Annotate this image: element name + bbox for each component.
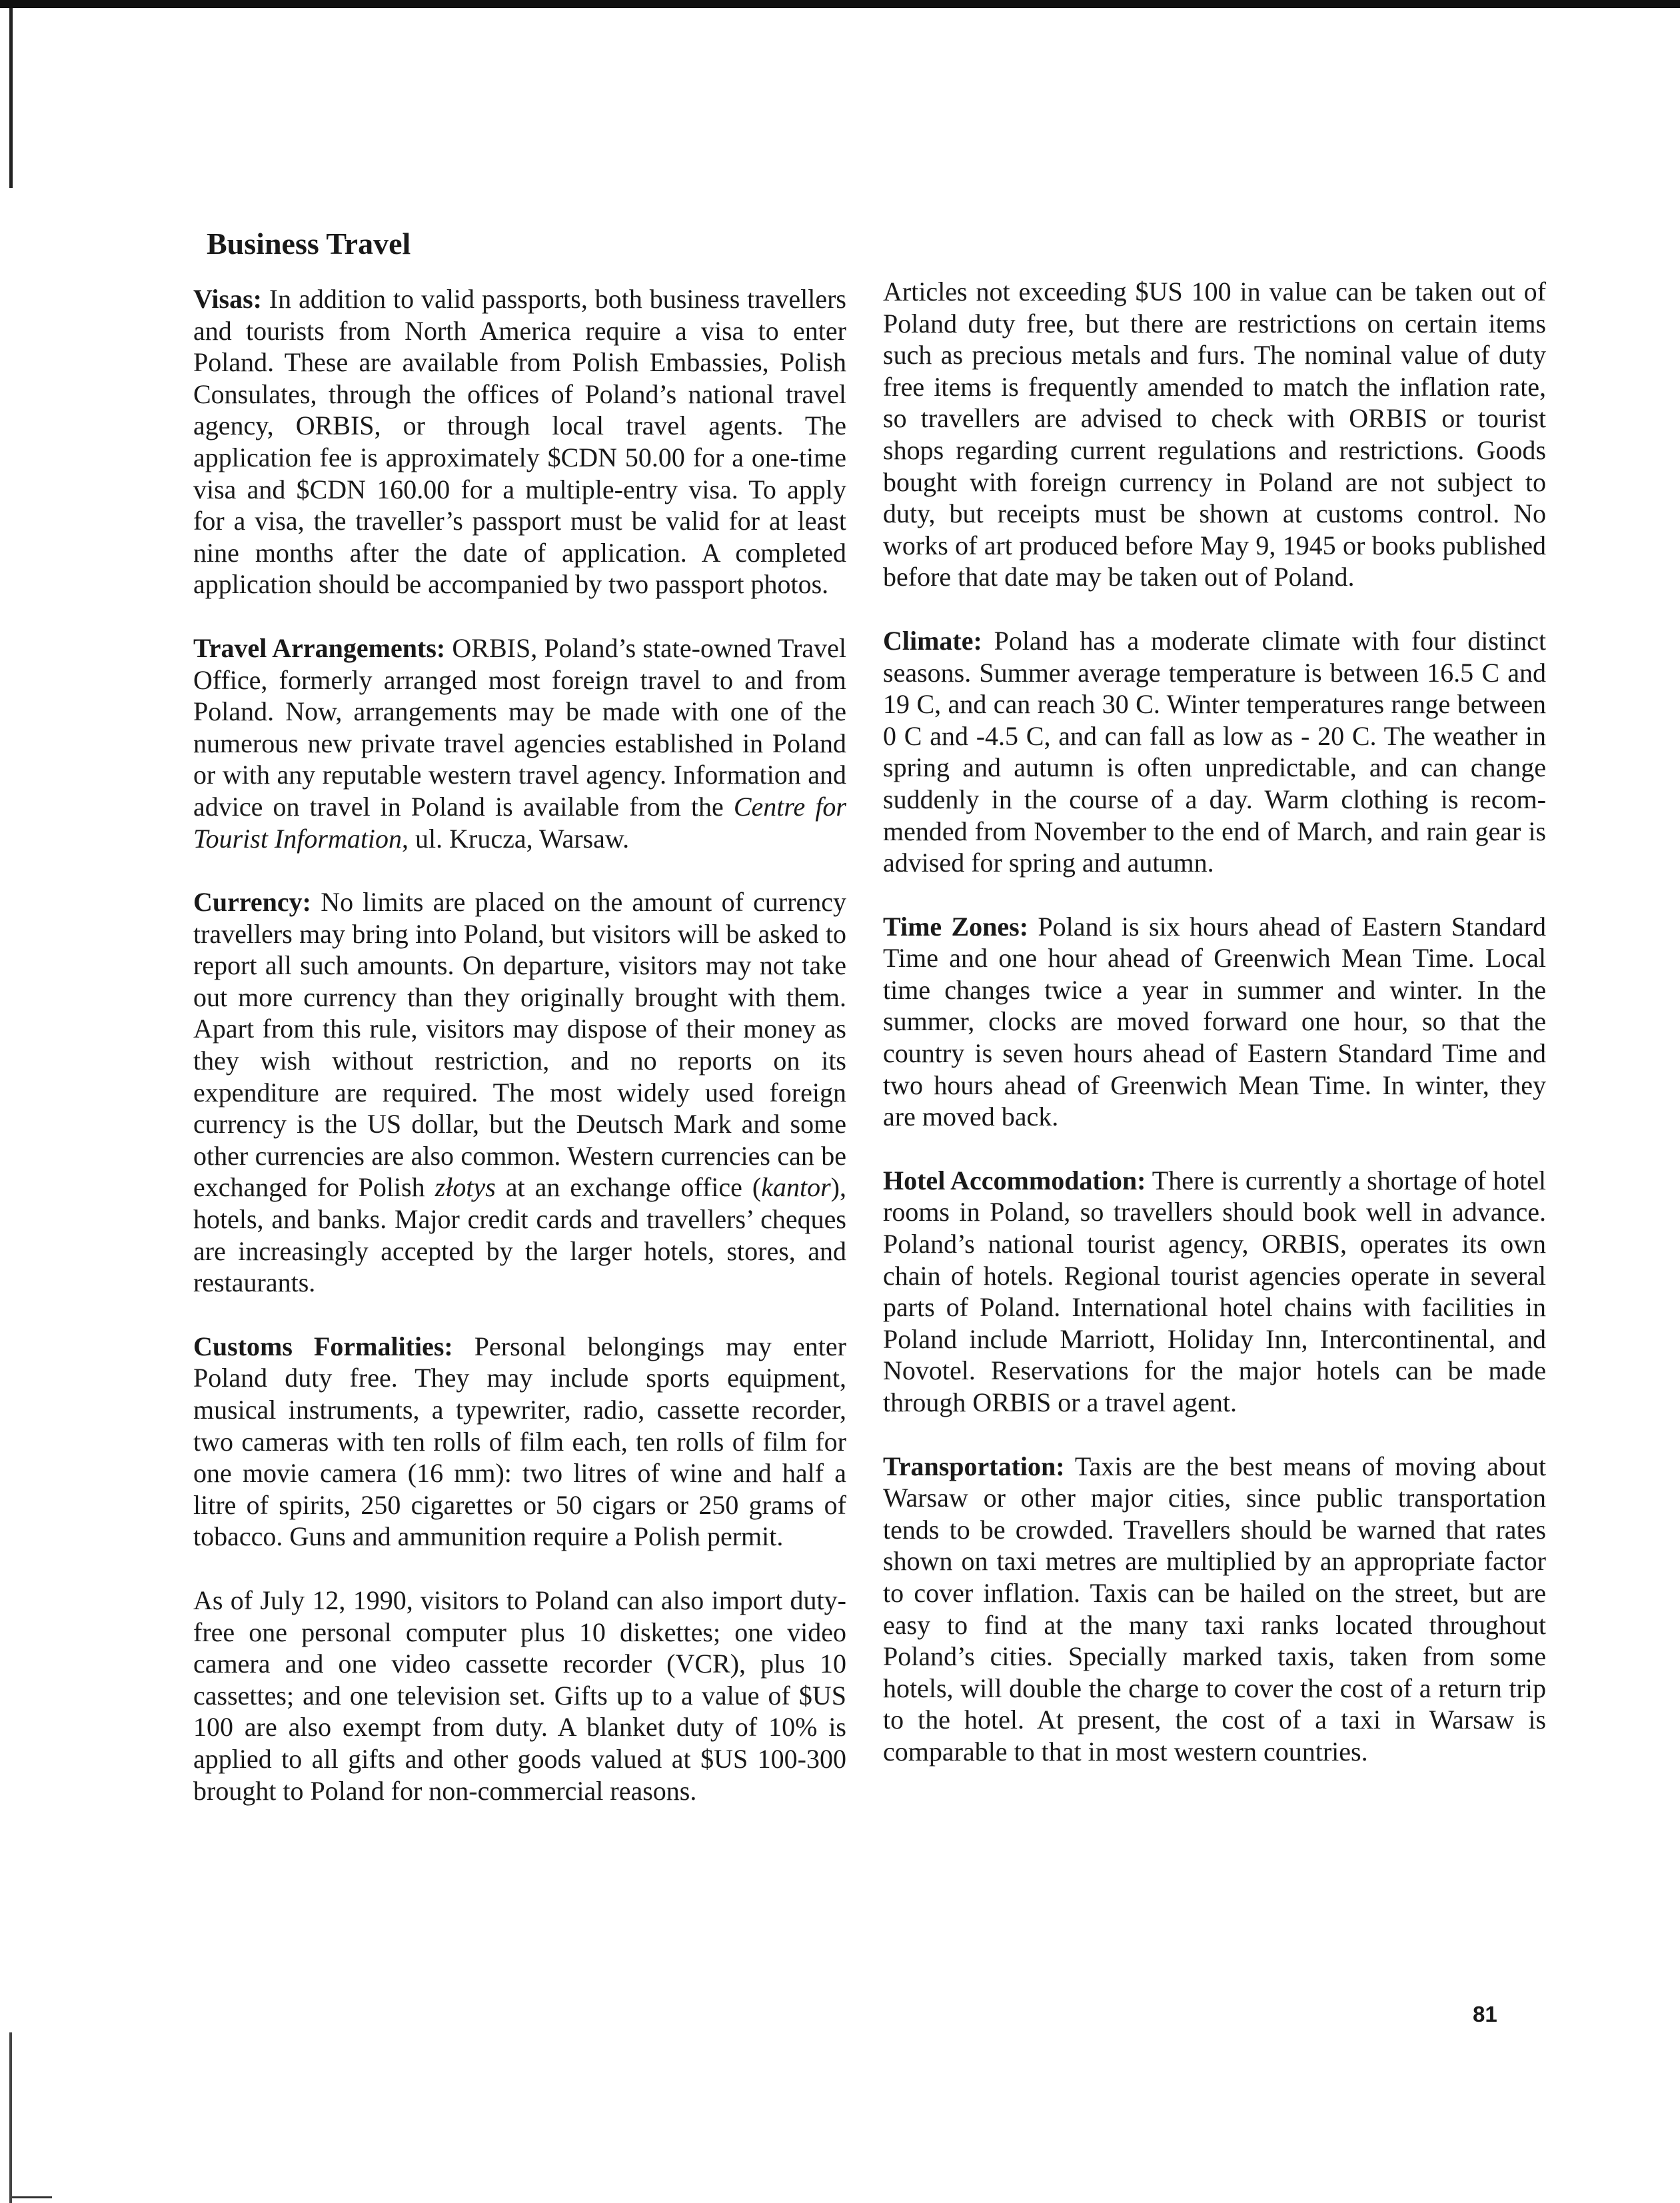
section-time-zones [883,911,1546,1133]
section-body-visas: In addition to valid passports, both business travellers and tourists from North America require a visa to enter Poland. These are available from Polish Embassies, Polish Consulates, through the offices of Poland’s national travel agency, ORBIS, or through local travel agents. The application fee is approximately $CDN 50.00 for a one-time visa and $CDN 160.00 for a multiple-entry visa. To apply for a visa, the traveller’s passport must be valid for at least nine months after the date of application. A completed application should be accompanied by two passport photos. [193,284,846,600]
section-customs [193,1331,846,1553]
section-body-currency-middle: at an exchange office ( [495,1172,762,1203]
section-transportation [883,1451,1546,1768]
section-body-travel-arrangements: ORBIS, Poland’s state-owned Travel Office, formerly arranged most foreign travel to and from Poland. Now, arrangements may be made with one of the numerous new private travel agencies established in Poland or with any reputable western travel agency. Information and advice on travel in Poland is available from the [193,632,846,822]
scan-border-top [0,0,1680,8]
section-heading-currency: Currency: [193,887,311,918]
right-column [883,276,1546,1800]
section-heading-visas: Visas: [193,284,262,314]
section-body-currency: No limits are placed on the amount of currency travellers may bring into Poland, but visitors will be asked to report all such amounts. On departure, visitors may not take out more currency than they originally brought with them. Apart from this rule, visitors may dispose of their money as they wish without restriction, and no reports on its expenditure are required. The most widely used foreign currency is the US dollar, but the Deutsch Mark and some other currencies are also common. Western currencies can be exchanged for Polish [193,887,846,1203]
zlotys-term: złotys [434,1172,496,1203]
section-heading-climate: Climate: [883,625,982,656]
section-duty-free-export: Articles not exceeding $US 100 in value can be taken out of Poland duty free, but there are restrictions on certain items such as precious metals and furs. The nominal value of duty free items is frequently amended to match the inflation rate, so travellers are advised to check with ORBIS or tourist shops regarding current regulations and restrictions. Goods bought with foreign currency in Poland are not subject to duty, but receipts must be shown at customs control. No works of art produced before May 9, 1945 or books published before that date may be taken out of Poland. [883,277,1546,592]
section-body-transportation: Taxis are the best means of moving about Warsaw or other major cities, since public transportation tends to be crowded. Travellers should be warned that rates shown on taxi metres are multiplied by an appropriate factor to cover inflation. Taxis can be hailed on the street, but are easy to find at the many taxi ranks located throughout Poland’s cities. Specially marked taxis, taken from some hotels, will double the charge to cover the cost of a return trip to the hotel. At present, the cost of a taxi in Warsaw is comparable to that in most western countries. [883,1451,1546,1767]
section-currency [193,886,846,1299]
section-hotel [883,1165,1546,1419]
section-visas [193,283,846,600]
section-body-climate: Poland has a moderate climate with four distinct seasons. Summer average temperature is between 16.5 C and 19 C, and can reach 30 C. Winter temperatures range between 0 C and -4.5 C, and can fall as low as - 20 C. The weather in spring and autumn is often unpredictable, and can change suddenly in the course of a day. Warm clothing is recommended from November to the end of March, and rain gear is advised for spring and autumn. [883,625,1546,878]
kantor-term: kantor [761,1172,831,1203]
section-heading-customs: Customs Formalities: [193,1331,453,1361]
section-body-customs: Personal belongings may enter Poland duty free. They may include sports equipment, musical instruments, a typewriter, radio, cassette recorder, two cameras with ten rolls of film each, ten rolls of film for one movie camera (16 mm): two litres of wine and half a litre of spirits, 250 cigarettes or 50 cigars or 250 grams of tobacco. Guns and ammunition require a Polish permit. [193,1331,846,1552]
scan-border-left [9,8,13,188]
section-travel-arrangements [193,632,846,854]
scan-border-bottom [12,2196,52,2198]
section-duty-free-import: As of July 12, 1990, visitors to Poland can also import duty-free one personal computer plus 10 diskettes; one video camera and one video cassette recorder (VCR), plus 10 cassettes; and one television set. Gifts up to a value of $US 100 are also exempt from duty. A blanket duty of 10% is applied to all gifts and other goods valued at $US 100-300 brought to Poland for non-commercial reasons. [193,1585,846,1806]
section-heading-transportation: Transportation: [883,1451,1065,1481]
section-body-hotel: There is currently a shortage of hotel rooms in Poland, so travellers should book well in advance. Poland’s national tourist agency, ORBIS, operates its own chain of hotels. Regional tourist agencies operate in several parts of Poland. International hotel chains with facilities in Poland include Marriott, Holiday Inn, Intercontinental, and Novotel. Reservations for the major hotels can be made through ORBIS or a travel agent. [883,1165,1547,1417]
page-title: Business Travel [207,227,411,261]
section-heading-travel-arrangements: Travel Arrangements: [193,632,446,663]
section-heading-time-zones: Time Zones: [883,911,1029,942]
section-climate [883,625,1546,879]
scan-border-left-lower [9,2032,12,2203]
section-body-currency-end: ), hotels, and banks. Major credit cards and travellers’ cheques are increasingly accepted by the larger hotels, stores, and restaurants. [193,1172,846,1298]
section-body-time-zones: Poland is six hours ahead of Eastern Standard Time and one hour ahead of Greenwich Mean Time. Local time changes twice a year in summer and winter. In the summer, clocks are moved forward one hour, so that the country is seven hours ahead of Eastern Standard Time and two hours ahead of Greenwich Mean Time. In winter, they are moved back. [883,911,1546,1132]
centre-tourist-information-name: Centre for Tourist Information [193,791,846,854]
section-body-travel-arrangements-end: , ul. Krucza, Warsaw. [402,823,630,854]
section-heading-hotel: Hotel Accommodation: [883,1165,1146,1195]
left-column [193,283,846,1838]
page-number: 81 [1473,2002,1497,2026]
